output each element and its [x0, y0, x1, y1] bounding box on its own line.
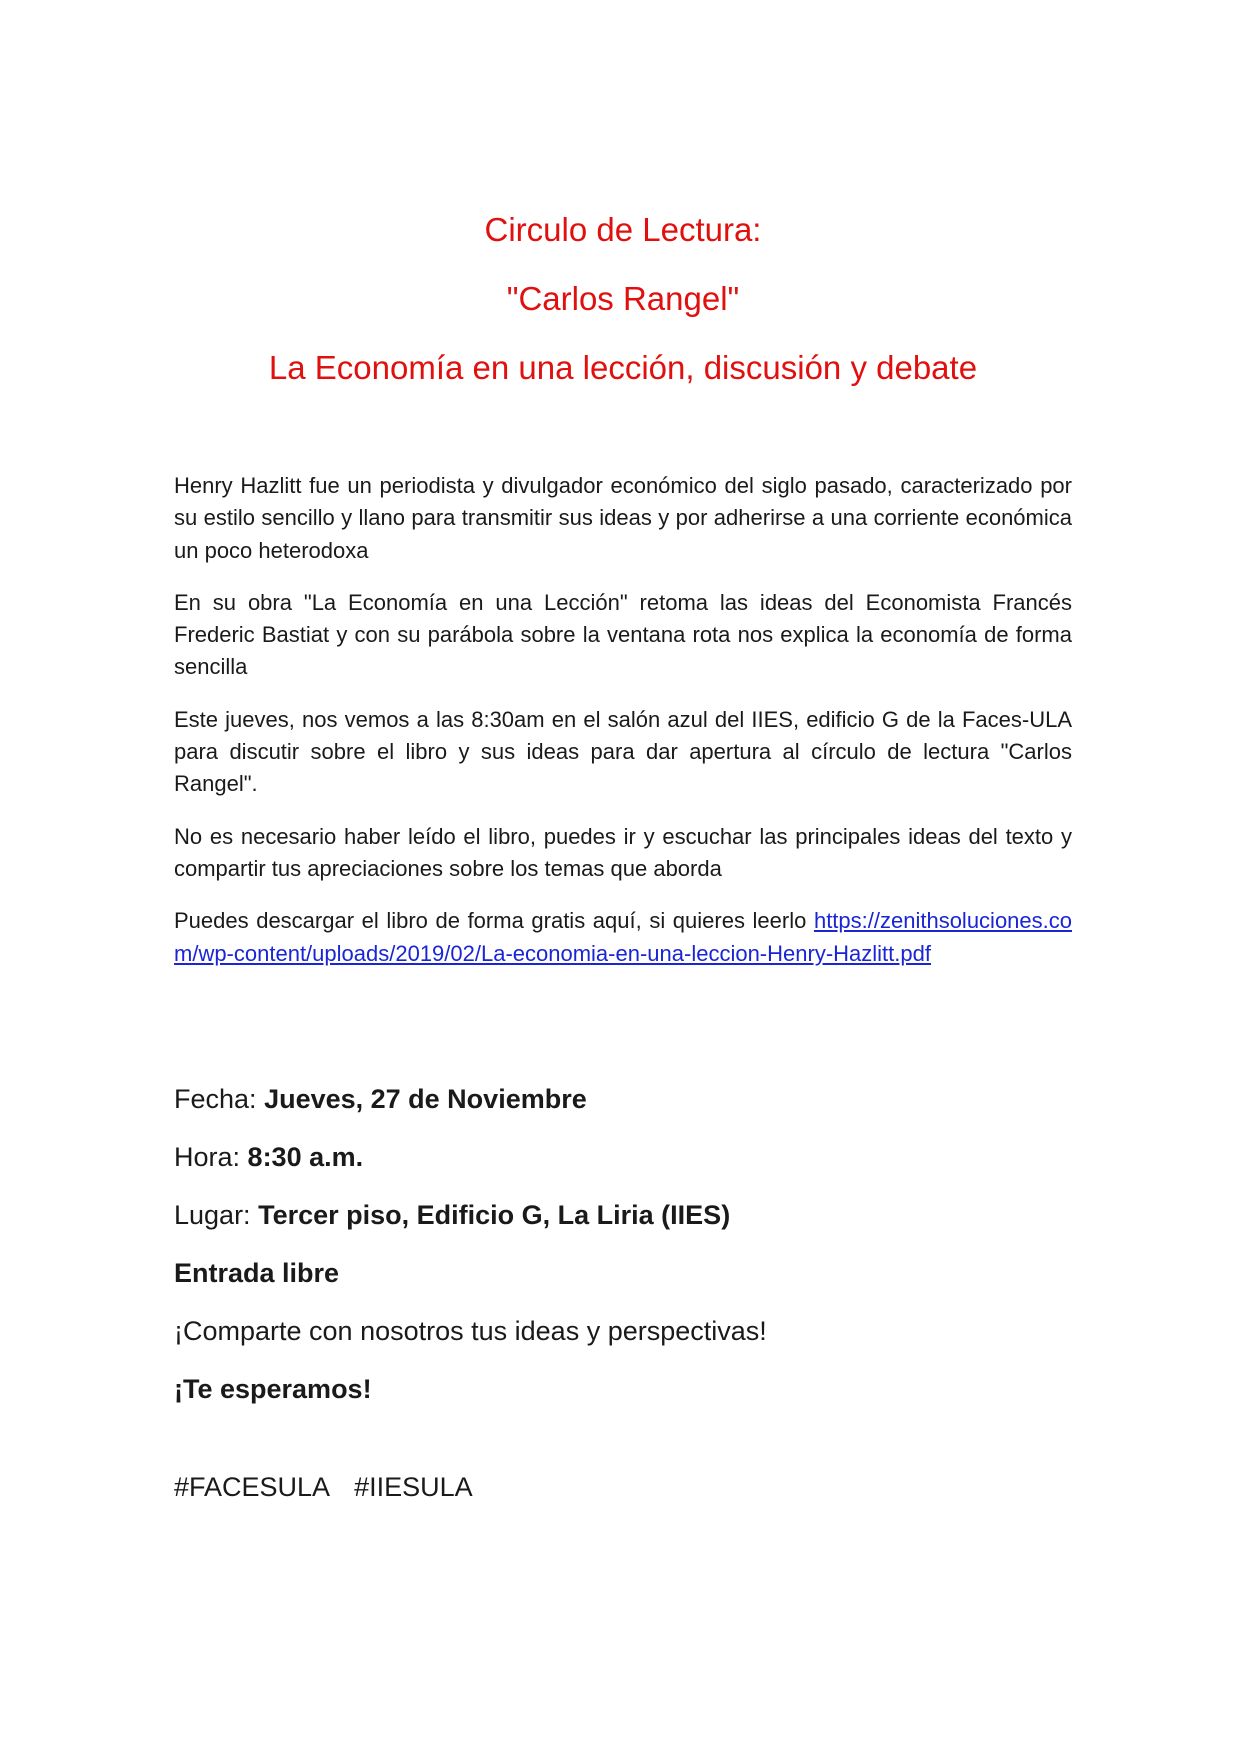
- descargar-text: Puedes descargar el libro de forma gratis aquí, si quieres leerlo: [174, 908, 807, 934]
- hashtag-facesula: #FACESULA: [174, 1472, 331, 1502]
- paragraph-hazlitt: Henry Hazlitt fue un periodista y divulgador económico del siglo pasado, caracterizado por su estilo sencillo y llano para transmitir sus ideas y por adherirse a una corriente económica un poco heterodoxa: [174, 473, 1072, 563]
- lugar-value: Tercer piso, Edificio G, La Liria (IIES): [258, 1200, 731, 1230]
- hora-label: Hora:: [174, 1142, 241, 1172]
- title-circulo: Circulo de Lectura:: [484, 211, 762, 248]
- title-carlos-rangel: "Carlos Rangel": [506, 280, 740, 317]
- book-download-link[interactable]: https://zenithsoluciones.com/wp-content/uploads/2019/02/La-economia-en-una-leccion-Henry-Hazlitt.pdf: [174, 908, 1072, 966]
- description-block: [174, 470, 1072, 990]
- event-title-block: [173, 210, 1073, 417]
- paragraph-no-necesario: No es necesario haber leído el libro, puedes ir y escuchar las principales ideas del texto y compartir tus apreciaciones sobre los temas que aborda: [174, 823, 1072, 881]
- lugar-label: Lugar:: [174, 1200, 251, 1230]
- paragraph-jueves: Este jueves, nos vemos a las 8:30am en el salón azul del IIES, edificio G de la Faces-ULA para discutir sobre el libro y sus ideas para dar apertura al círculo de lectura "Carlos Rangel".: [174, 706, 1072, 797]
- comparte-text: ¡Comparte con nosotros tus ideas y perspectivas!: [174, 1316, 767, 1346]
- hora-line: [174, 1140, 1072, 1198]
- event-info-block: [174, 1082, 1072, 1430]
- hora-value: 8:30 a.m.: [247, 1142, 364, 1172]
- paragraph-obra: En su obra "La Economía en una Lección" retoma las ideas del Economista Francés Frederic Bastiat y con su parábola sobre la ventana rota nos explica la economía de forma sencilla: [174, 589, 1072, 680]
- hashtag-iiesula: #IIESULA: [354, 1472, 473, 1502]
- title-economia: La Economía en una lección, discusión y debate: [268, 349, 978, 386]
- fecha-label: Fecha:: [174, 1084, 257, 1114]
- lugar-line: [174, 1198, 1072, 1256]
- te-esperamos: ¡Te esperamos!: [174, 1374, 372, 1404]
- hashtags: [174, 1470, 497, 1504]
- fecha-line: [174, 1082, 1072, 1140]
- entrada-libre: Entrada libre: [174, 1258, 340, 1288]
- paragraph-descargar: [174, 905, 1072, 970]
- fecha-value: Jueves, 27 de Noviembre: [264, 1084, 587, 1114]
